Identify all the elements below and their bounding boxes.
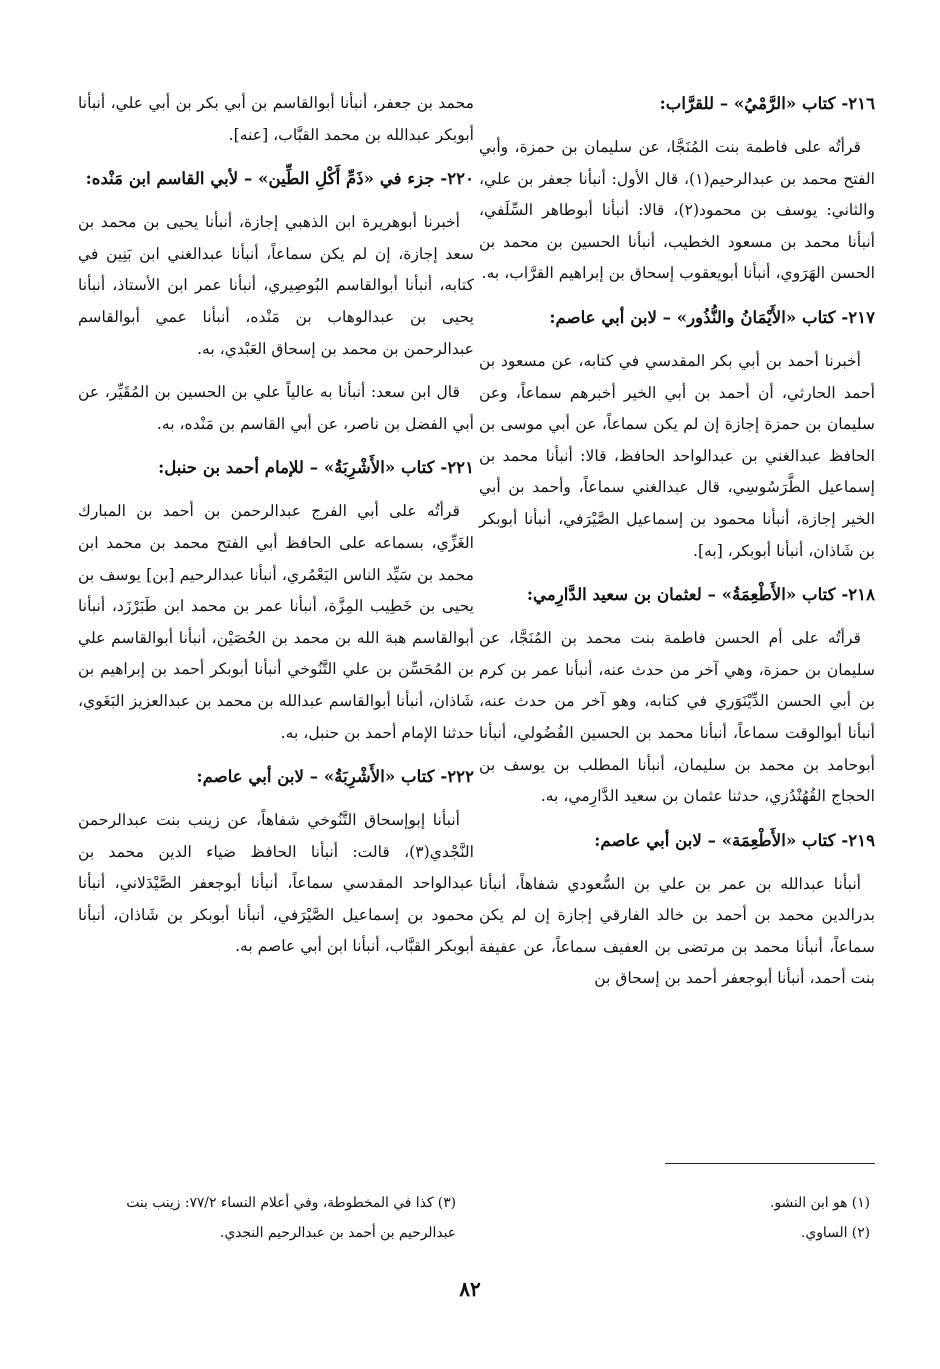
section-219-continuation: محمد بن جعفر، أنبأنا أبوالقاسم بن أبي بكر بن أبي علي، أنبأنا أبوبكر عبدالله بن محمد القبَّاب، [عنه].	[78, 94, 474, 144]
page-number: ٨٢	[459, 1277, 481, 1301]
section-221-heading: ٢٢١- كتاب «الأَشْرِبَةُ» – للإمام أحمد بن حنبل:	[158, 457, 474, 478]
footnote-1: (١) هو ابن النشو.	[770, 1195, 870, 1211]
footnote-3-line-1: (٣) كذا في المخطوطة، وفي أعلام النساء ٧٧/٢: زينب بنت	[126, 1195, 456, 1211]
section-219-heading: ٢١٩- كتاب «الأَطْعِمَة» – لابن أبي عاصم:	[594, 829, 875, 850]
section-221-text: قرأتُه على أبي الفرج عبدالرحمن بن أحمد بن المبارك الغَزِّي، بسماعه على الحافظ أبي الفتح محمد بن محمد ابن محمد بن سَيِّد الناس اليَعْمُري، أنبأنا عبدالرحيم [بن] يوسف بن يحيى بن خَطِيب المِزَّة، أنبأنا عمر بن محمد ابن طَبَرْزَد، أنبأنا أبوالقاسم هبة الله بن محمد بن الحُصَيْن، أنبأنا أبوالقاسم علي بن المُحَسِّن بن علي التَّنُوخي أنبأنا أبوبكر أحمد بن إبراهيم بن شَاذان، أنبأنا أبوالقاسم عبدالله بن محمد بن عبدالعزيز البَغَوي، حدثنا الإمام أحمد بن حنبل، به.	[78, 502, 474, 742]
section-218-heading: ٢١٨- كتاب «الأَطْعِمَةُ» – لعثمان بن سعيد الدَّارِمي:	[526, 584, 875, 605]
section-217-heading: ٢١٧- كتاب «الأَيْمَانُ والنُّذُور» – لابن أبي عاصم:	[549, 306, 875, 327]
section-220-note: قال ابن سعد: أنبأنا به عالياً علي بن الحسين بن المُقَيِّر، عن أبي الفضل بن ناصر، عن أبي القاسم بن مَنْده، به.	[78, 383, 474, 433]
left-column	[78, 88, 474, 975]
footnote-divider	[665, 1163, 875, 1164]
section-222-heading: ٢٢٢- كتاب «الأَشْرِبَةُ» – لابن أبي عاصم:	[196, 766, 474, 787]
footnote-2: (٢) الساوي.	[801, 1225, 870, 1241]
section-222-text: أنبأنا إبوإسحاق التَّنُوخي شفاهاً، عن زينب بنت عبدالرحمن النَّجْدي(٣)، قالت: أنبأنا الحافظ ضياء الدين محمد بن عبدالواحد المقدسي سماعاً، أنبأنا أبوجعفر الصَّيْدَلاني، أنبأنا محمود بن إسماعيل الصَّيْرَفي، أنبأنا أبوبكر بن شَاذان، أنبأنا أبوبكر القبَّاب، أنبأنا ابن أبي عاصم به.	[78, 811, 474, 956]
section-220-text: أخبرنا أبوهريرة ابن الذهبي إجازة، أنبأنا يحيى بن محمد بن سعد إجازة، إن لم يكن سماعاً، أنبأنا عبدالغني ابن بَنِين في كتابه، أنبأنا أبوالقاسم البُوصِيري، أنبأنا عمر ابن الأستاذ، أنبأنا يحيى بن عبدالوهاب بن مَنْده، أنبأنا عمي أبوالقاسم عبدالرحمن بن محمد بن إسحاق العَبْدي، به.	[78, 213, 474, 358]
right-column	[479, 88, 875, 1007]
section-216-text: قرأتُه على فاطمة بنت المُنَجَّا، عن سليمان بن حمزة، وأبي الفتح محمد بن عبدالرحيم(١)، قال الأول: أنبأنا جعفر بن علي، والثاني: يوسف بن محمود(٢)، قالا: أنبأنا أبوطاهر السِّلَفي، أنبأنا محمد بن مسعود الخطيب، أنبأنا الحسين بن محمد بن الحسن الهَرَوي، أنبأنا أبويعقوب إسحاق بن إبراهيم القرَّاب، به.	[479, 138, 875, 283]
footnotes-right	[650, 1188, 870, 1248]
footnote-3-line-2: عبدالرحيم بن أحمد بن عبدالرحيم النجدي.	[219, 1225, 456, 1241]
section-220-heading: ٢٢٠- جزء في «ذَمِّ أَكْلِ الطِّين» – لأبي القاسم ابن مَنْده:	[85, 168, 474, 189]
section-218-text: قرأتُه على أم الحسن فاطمة بنت محمد بن المُنَجَّا، عن سليمان بن حمزة، وهي آخر من حدث عنه، أنبأنا عمر بن كرم بن أبي الحسن الدِّيْنَوَري في كتابه، وهو آخر من حدث عنه، أنبأنا أبوالوقت سماعاً، أنبأنا محمد بن الحسين الفُضُولي، أنبأنا أبوحامد بن محمد بن سليمان، أنبأنا المطلب بن يوسف بن الحجاج القُهُنْدُزي، حدثنا عثمان بن سعيد الدَّارِمي، به.	[479, 629, 875, 806]
section-217-text: أخبرنا أحمد بن أبي بكر المقدسي في كتابه، عن مسعود بن أحمد الحارثي، أن أحمد بن أبي الخير أخبرهم سماعاً، وعن سليمان بن حمزة إجازة إن لم يكن سماعاً، عن أبي موسى بن الحافظ عبدالغني بن عبدالواحد الحافظ، قالا: أنبأنا محمد بن إسماعيل الطَّرَسُوسِي، قال عبدالغني سماعاً، وأحمد بن أبي الخير إجازة، أنبأنا محمود بن إسماعيل الصَّيْرَفي، أنبأنا أبوبكر بن شَاذان، أنبأنا أبوبكر، [به].	[479, 351, 875, 560]
section-216-heading: ٢١٦- كتاب «الرَّمْيُ» – للقرَّاب:	[659, 93, 875, 113]
section-219-text: أنبأنا عبدالله بن عمر بن علي بن السُّعودي شفاهاً، أنبأنا بدرالدين محمد بن أحمد بن خالد الفارقي إجازة إن لم يكن سماعاً، أنبأنا محمد بن مرتضى بن العفيف سماعاً، عن عفيفة بنت أحمد، أنبأنا أبوجعفر أحمد بن إسحاق بن	[479, 874, 875, 988]
footnotes-left	[78, 1188, 456, 1248]
